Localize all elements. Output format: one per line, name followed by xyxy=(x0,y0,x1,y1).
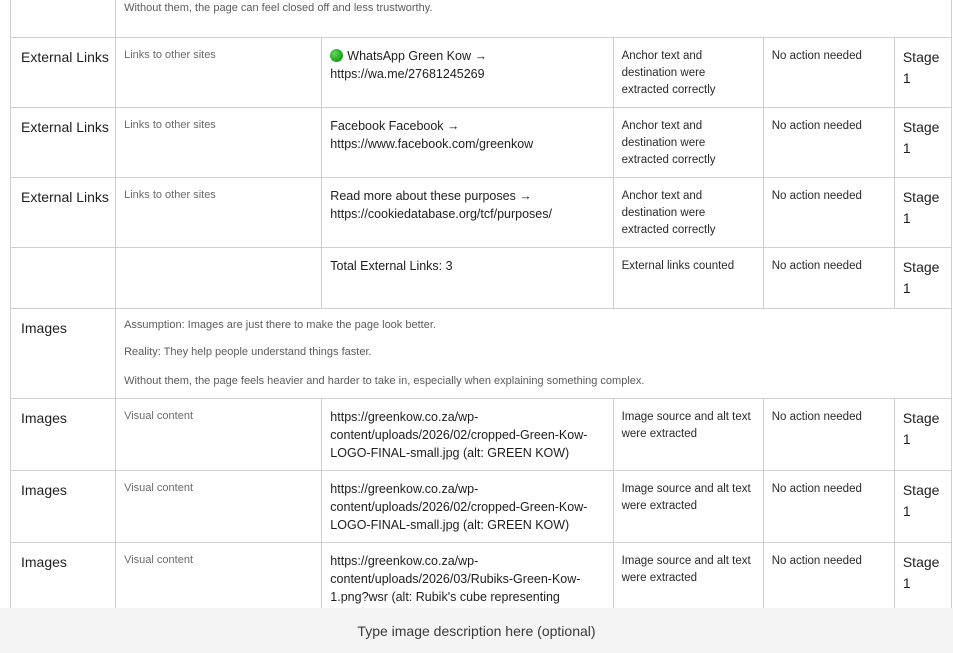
table-row xyxy=(11,248,952,309)
table-cell-value xyxy=(322,108,613,178)
table-cell-action: No action needed xyxy=(763,543,894,633)
table-cell-action: No action needed xyxy=(763,399,894,471)
audit-table xyxy=(10,0,952,633)
table-cell-status: Anchor text and destination were extracted correctly xyxy=(613,178,763,248)
table-cell-stage: Stage 1 xyxy=(894,38,951,108)
table-cell-action: No action needed xyxy=(763,38,894,108)
table-cell-status: Image source and alt text were extracted xyxy=(613,471,763,543)
link-text[interactable]: Facebook Facebook → https://www.facebook.com/greenkow xyxy=(330,119,534,151)
table-row xyxy=(11,0,952,38)
section-note-line: Without them, the page feels heavier and harder to take in, especially when explaining something complex. xyxy=(124,375,645,387)
table-cell-type: External Links xyxy=(11,178,116,248)
table-row xyxy=(11,309,952,399)
table-cell-stage: Stage 1 xyxy=(894,543,951,633)
table-cell-description: Links to other sites xyxy=(116,38,322,108)
table-cell-value: Total External Links: 3 xyxy=(322,248,613,309)
table-cell-type: Images xyxy=(11,399,116,471)
table-cell-stage: Stage 1 xyxy=(894,248,951,309)
table-cell-status: Image source and alt text were extracted xyxy=(613,399,763,471)
table-cell-status: Anchor text and destination were extracted correctly xyxy=(613,108,763,178)
link-text[interactable]: Read more about these purposes → https://cookiedatabase.org/tcf/purposes/ xyxy=(330,189,552,221)
table-cell-status: Image source and alt text were extracted xyxy=(613,543,763,633)
table-row xyxy=(11,471,952,543)
table-cell-stage: Stage 1 xyxy=(894,178,951,248)
table-cell-type xyxy=(11,0,116,38)
table-cell-type: Images xyxy=(11,309,116,399)
table-cell-action: No action needed xyxy=(763,471,894,543)
table-cell-stage: Stage 1 xyxy=(894,471,951,543)
green-circle-icon xyxy=(330,49,343,62)
image-caption-bar xyxy=(0,608,953,653)
link-text[interactable]: WhatsApp Green Kow → https://wa.me/27681245269 xyxy=(330,49,487,81)
table-cell-description xyxy=(116,248,322,309)
table-cell-description: Links to other sites xyxy=(116,178,322,248)
table-row xyxy=(11,178,952,248)
table-cell-status: External links counted xyxy=(613,248,763,309)
table-cell-value[interactable]: https://greenkow.co.za/wp-content/uploads/2026/02/cropped-Green-Kow-LOGO-FINAL-small.jpg (alt: GREEN KOW) xyxy=(322,399,613,471)
table-cell-type: External Links xyxy=(11,38,116,108)
table-cell-description: Visual content xyxy=(116,399,322,471)
table-row xyxy=(11,399,952,471)
table-cell-stage: Stage 1 xyxy=(894,399,951,471)
table-row xyxy=(11,108,952,178)
table-cell-action: No action needed xyxy=(763,108,894,178)
table-cell-description: Links to other sites xyxy=(116,108,322,178)
table-cell-description: Visual content xyxy=(116,543,322,633)
table-cell-type: Images xyxy=(11,471,116,543)
table-cell-description: Visual content xyxy=(116,471,322,543)
table-cell-value xyxy=(322,38,613,108)
image-description-input[interactable] xyxy=(177,616,777,646)
section-note xyxy=(116,0,952,38)
section-note-line: Without them, the page can feel closed off and less trustworthy. xyxy=(124,2,433,14)
table-cell-action: No action needed xyxy=(763,248,894,309)
section-note-line: Assumption: Images are just there to make the page look better. xyxy=(124,319,436,331)
table-cell-type xyxy=(11,248,116,309)
table-cell-type: External Links xyxy=(11,108,116,178)
table-row xyxy=(11,38,952,108)
table-cell-type: Images xyxy=(11,543,116,633)
table-cell-value xyxy=(322,178,613,248)
section-note xyxy=(116,309,952,399)
table-cell-action: No action needed xyxy=(763,178,894,248)
table-cell-value[interactable]: https://greenkow.co.za/wp-content/uploads/2026/03/Rubiks-Green-Kow-1.png?wsr (alt: Rubik's cube representing xyxy=(322,543,613,633)
table-cell-status: Anchor text and destination were extracted correctly xyxy=(613,38,763,108)
table-cell-stage: Stage 1 xyxy=(894,108,951,178)
section-note-line: Reality: They help people understand things faster. xyxy=(124,346,372,358)
table-cell-value[interactable]: https://greenkow.co.za/wp-content/uploads/2026/02/cropped-Green-Kow-LOGO-FINAL-small.jpg (alt: GREEN KOW) xyxy=(322,471,613,543)
